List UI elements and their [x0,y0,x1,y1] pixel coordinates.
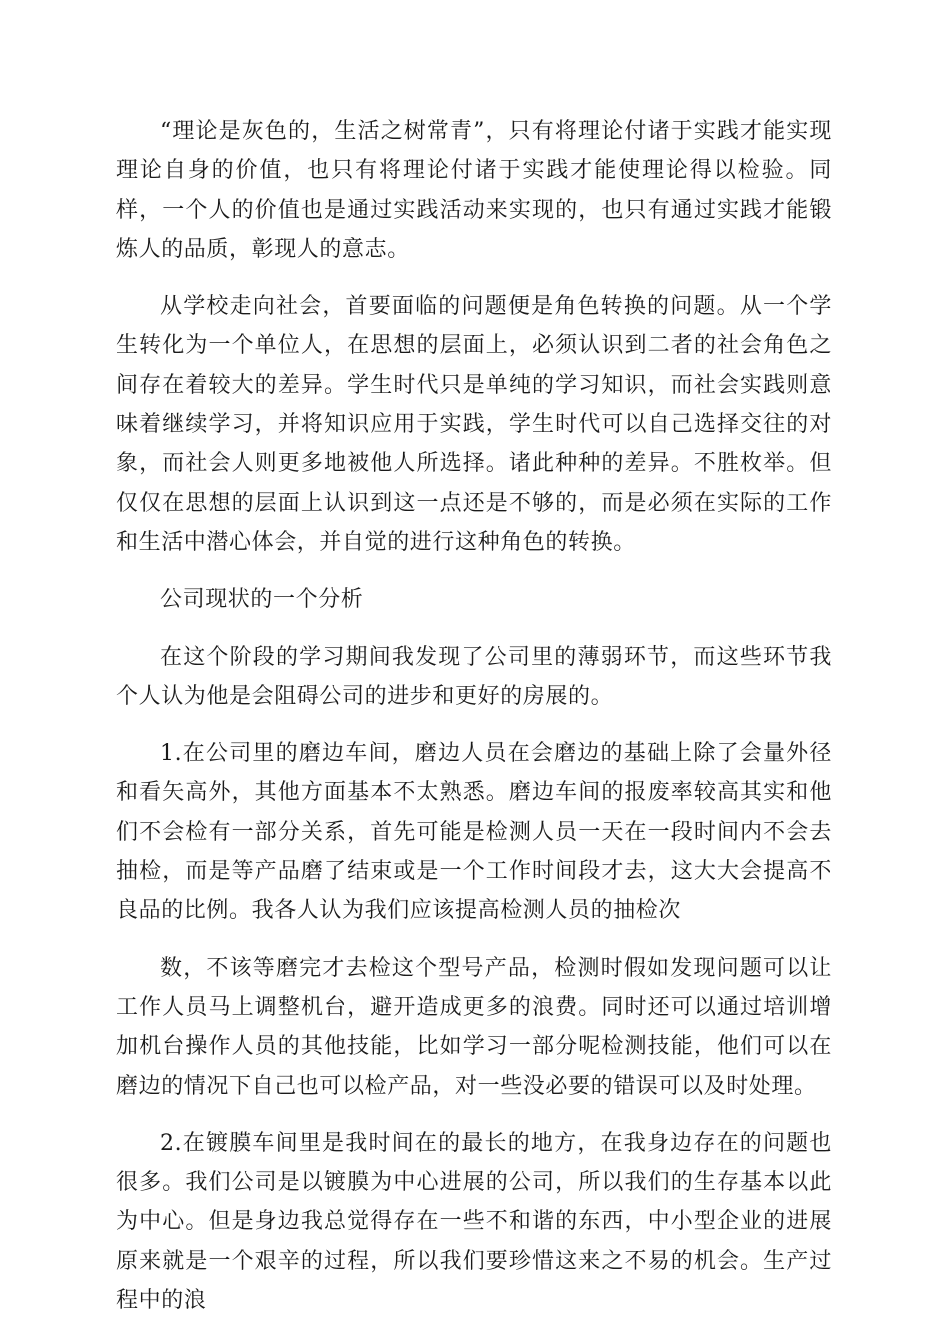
paragraph-theory-practice: “理论是灰色的，生活之树常青”，只有将理论付诸于实践才能实现理论自身的价值，也只有将理论付诸于实践才能使理论得以检验。同样，一个人的价值也是通过实践活动来实现的，也只有通过实践才能锻炼人的品质，彰现人的意志。 [116,119,832,262]
paragraph-inspection-suggestion: 数，不该等磨完才去检这个型号产品，检测时假如发现问题可以让工作人员马上调整机台，避开造成更多的浪费。同时还可以通过培训增加机台操作人员的其他技能，比如学习一部分呢检测技能，他们可以在磨边的情况下自己也可以检产品，对一些没必要的错误可以及时处理。 [116,955,832,1099]
paragraph-weak-links: 在这个阶段的学习期间我发现了公司里的薄弱环节，而这些环节我个人认为他是会阻碍公司的进步和更好的房展的。 [116,644,832,709]
paragraph-edging-workshop: 1.在公司里的磨边车间，磨边人员在会磨边的基础上除了会量外径和看矢高外，其他方面基本不太熟悉。磨边车间的报废率较高其实和他们不会检有一部分关系，首先可能是检测人员一天在一段时间内不会去抽检，而是等产品磨了结束或是一个工作时间段才去，这大大会提高不良品的比例。我各人认为我们应该提高检测人员的抽检次 [116,741,832,924]
section-heading-company-status: 公司现状的一个分析 [160,587,364,613]
document-page [116,112,832,1338]
paragraph-coating-workshop: 2.在镀膜车间里是我时间在的最长的地方，在我身边存在的问题也很多。我们公司是以镀膜为中心进展的公司，所以我们的生存基本以此为中心。但是身边我总觉得存在一些不和谐的东西，中小型企业的进展原来就是一个艰辛的过程，所以我们要珍惜这来之不易的机会。生产过程中的浪 [116,1130,832,1314]
paragraph-role-transition: 从学校走向社会，首要面临的问题便是角色转换的问题。从一个学生转化为一个单位人，在思想的层面上，必须认识到二者的社会角色之间存在着较大的差异。学生时代只是单纯的学习知识，而社会实践则意味着继续学习，并将知识应用于实践，学生时代可以自己选择交往的对象，而社会人则更多地被他人所选择。诸此种种的差异。不胜枚举。但仅仅在思想的层面上认识到这一点还是不够的，而是必须在实际的工作和生活中潜心体会，并自觉的进行这种角色的转换。 [116,294,832,555]
